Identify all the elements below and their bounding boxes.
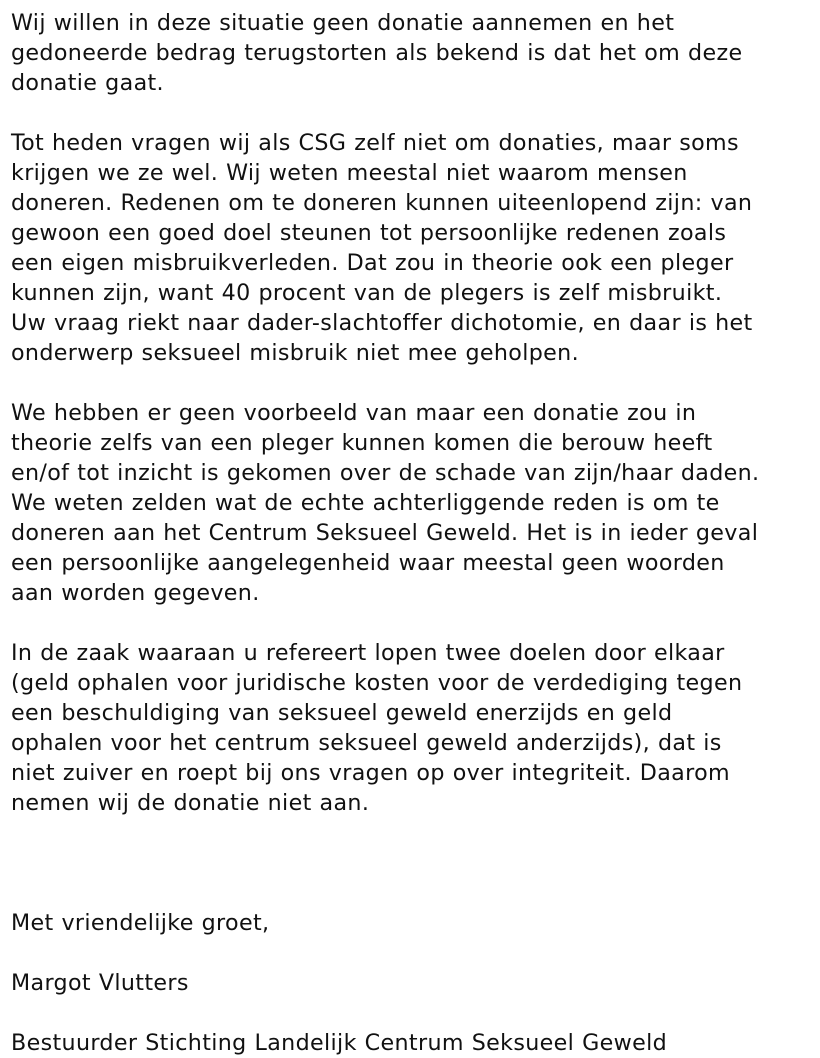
signature-gap <box>11 998 816 1028</box>
text-line: doneren aan het Centrum Seksueel Geweld. Het is in ieder geval <box>11 520 759 546</box>
paragraph-gap <box>11 368 816 398</box>
text-line: nemen wij de donatie niet aan. <box>11 790 370 816</box>
text-line: een beschuldiging van seksueel geweld enerzijds en geld <box>11 700 673 726</box>
paragraph-3 <box>11 398 816 608</box>
text-line: aan worden gegeven. <box>11 580 260 606</box>
paragraph-2 <box>11 128 816 368</box>
text-line: onderwerp seksueel misbruik niet mee geholpen. <box>11 340 580 366</box>
text-line: een persoonlijke aangelegenheid waar meestal geen woorden <box>11 550 725 576</box>
text-line: en/of tot inzicht is gekomen over de schade van zijn/haar daden. <box>11 460 760 486</box>
text-line: Tot heden vragen wij als CSG zelf niet om donaties, maar soms <box>11 130 739 156</box>
signature-block <box>11 908 816 1058</box>
paragraph-gap <box>11 98 816 128</box>
signer-name: Margot Vlutters <box>11 970 189 996</box>
text-line: een eigen misbruikverleden. Dat zou in theorie ook een pleger <box>11 250 734 276</box>
signature-gap <box>11 818 816 908</box>
text-line: Uw vraag riekt naar dader-slachtoffer dichotomie, en daar is het <box>11 310 753 336</box>
text-line: In de zaak waaraan u refereert lopen twee doelen door elkaar <box>11 640 725 666</box>
signer-role: Bestuurder Stichting Landelijk Centrum Seksueel Geweld <box>11 1030 668 1056</box>
signature-gap <box>11 938 816 968</box>
text-line: niet zuiver en roept bij ons vragen op over integriteit. Daarom <box>11 760 730 786</box>
text-line: krijgen we ze wel. Wij weten meestal niet waarom mensen <box>11 160 688 186</box>
text-line: ophalen voor het centrum seksueel geweld anderzijds), dat is <box>11 730 722 756</box>
text-line: (geld ophalen voor juridische kosten voor de verdediging tegen <box>11 670 743 696</box>
text-line: doneren. Redenen om te doneren kunnen uiteenlopend zijn: van <box>11 190 753 216</box>
closing-greeting: Met vriendelijke groet, <box>11 910 270 936</box>
letter-body <box>11 8 816 1058</box>
paragraph-4 <box>11 638 816 818</box>
text-line: gewoon een goed doel steunen tot persoonlijke redenen zoals <box>11 220 727 246</box>
text-line: gedoneerde bedrag terugstorten als bekend is dat het om deze <box>11 40 743 66</box>
text-line: We hebben er geen voorbeeld van maar een donatie zou in <box>11 400 697 426</box>
text-line: Wij willen in deze situatie geen donatie aannemen en het <box>11 10 675 36</box>
text-line: kunnen zijn, want 40 procent van de plegers is zelf misbruikt. <box>11 280 723 306</box>
paragraph-1 <box>11 8 816 98</box>
text-line: We weten zelden wat de echte achterliggende reden is om te <box>11 490 720 516</box>
text-line: donatie gaat. <box>11 70 164 96</box>
text-line: theorie zelfs van een pleger kunnen komen die berouw heeft <box>11 430 713 456</box>
paragraph-gap <box>11 608 816 638</box>
